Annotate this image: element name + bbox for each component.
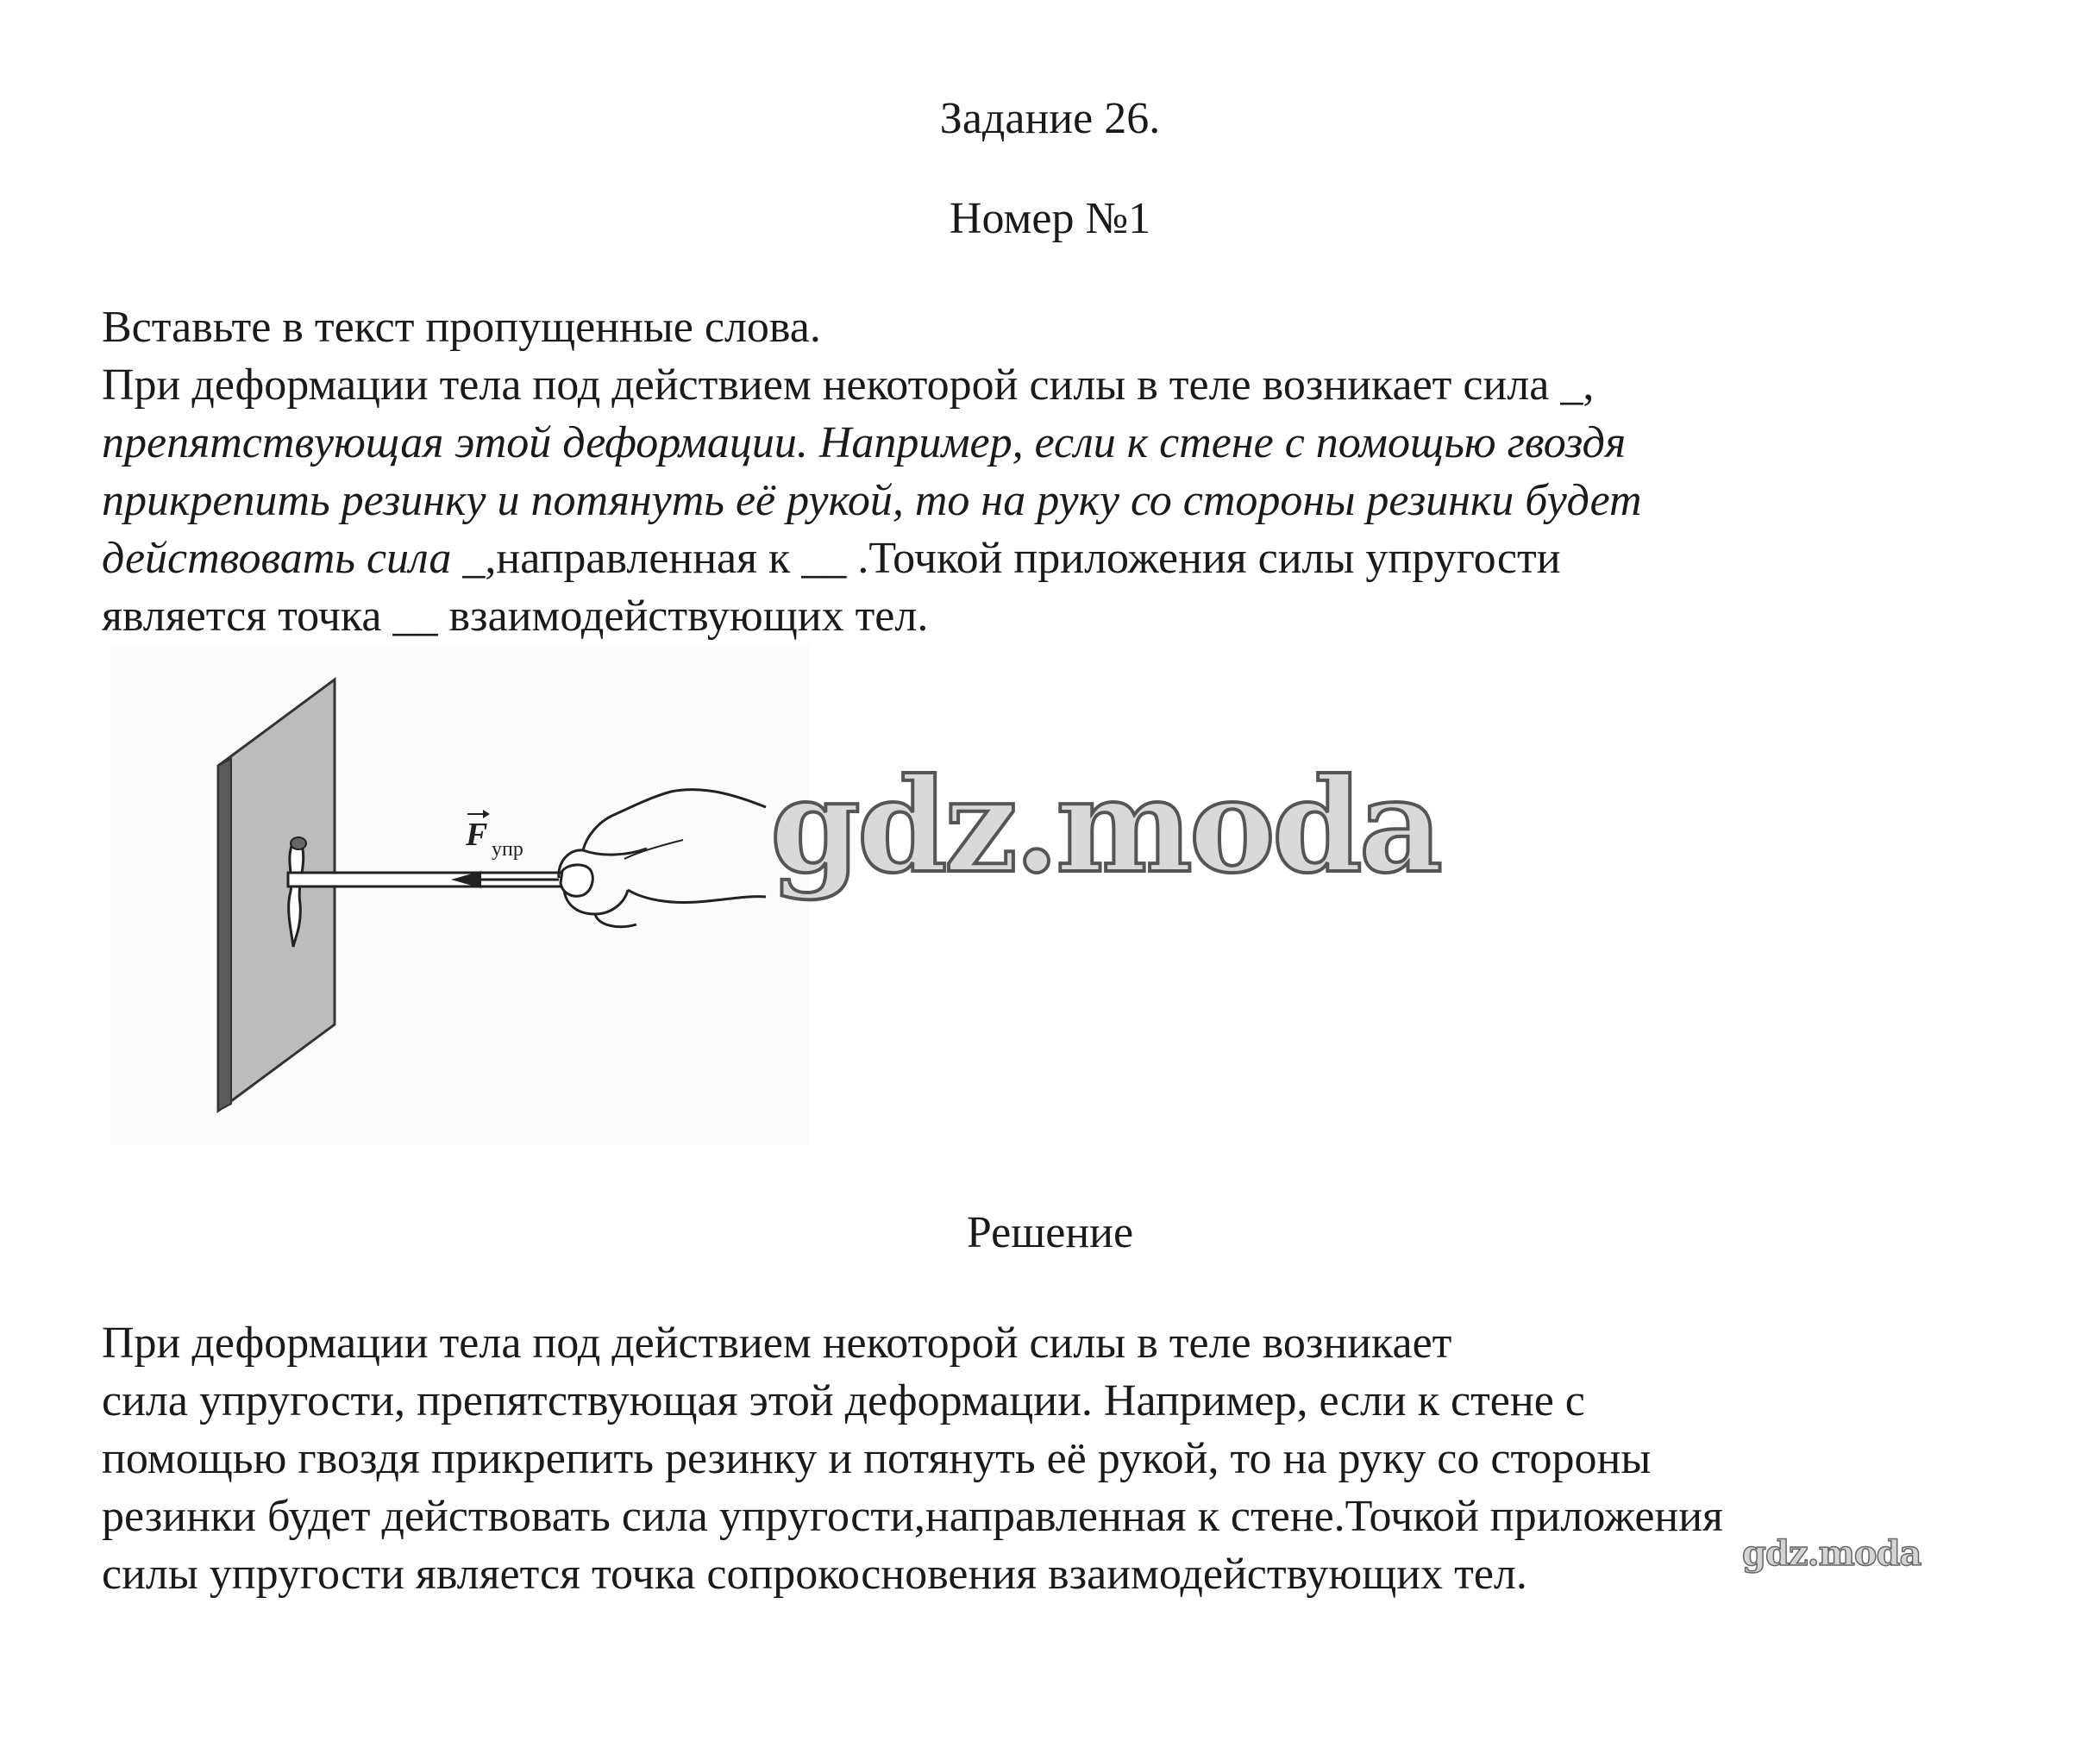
wall-edge bbox=[218, 759, 231, 1111]
wall-face bbox=[218, 680, 335, 1111]
solution-title: Решение bbox=[966, 1208, 1134, 1257]
problem-line-2: препятствующая этой деформации. Например, если к стене с помощью гвоздя bbox=[102, 418, 1627, 467]
thumb bbox=[561, 865, 592, 896]
solution-line-1: При деформации тела под действием некоторой силы в теле возникает bbox=[102, 1319, 1452, 1368]
solution-line-4: резинки будет действовать сила упругости,направленная к стене.Точкой приложения bbox=[102, 1492, 1723, 1541]
nail-head bbox=[291, 837, 306, 849]
solution-line-2: сила упругости, препятствующая этой деформации. Например, если к стене с bbox=[102, 1376, 1585, 1425]
watermark-small-text: gdz.moda bbox=[1742, 1533, 1921, 1574]
wall-nail-hand-figure bbox=[110, 645, 809, 1145]
force-label-sub: упр bbox=[492, 838, 523, 861]
solution-line-5: силы упругости является точка сопрокосновения взаимодействующих тел. bbox=[102, 1550, 1527, 1599]
problem-line-3: прикрепить резинку и потянуть её рукой, то на руку со стороны резинки будет bbox=[102, 476, 1642, 525]
problem-line-4-rest: _,направленная к __ .Точкой приложения силы упругости bbox=[462, 534, 1561, 583]
problem-text bbox=[102, 298, 2085, 645]
problem-instruction: Вставьте в текст пропущенные слова. bbox=[102, 303, 821, 352]
number-title: Номер №1 bbox=[949, 194, 1151, 243]
hand-outline bbox=[559, 790, 766, 927]
watermark-logo-small bbox=[1740, 1531, 1921, 1579]
problem-line-4 bbox=[102, 529, 2085, 587]
task-title: Задание 26. bbox=[939, 94, 1161, 143]
watermark-large-text: gdz.moda bbox=[770, 750, 1440, 902]
force-label-main: F bbox=[466, 817, 488, 853]
watermark-logo-large bbox=[763, 742, 1440, 914]
solution-line-3: помощью гвоздя прикрепить резинку и потянуть её рукой, то на руку со стороны bbox=[102, 1434, 1652, 1483]
problem-line-1: При деформации тела под действием некоторой силы в теле возникает сила _, bbox=[102, 360, 1595, 410]
problem-line-5: является точка __ взаимодействующих тел. bbox=[102, 592, 929, 641]
problem-line-4-italic: действовать сила bbox=[102, 534, 463, 583]
